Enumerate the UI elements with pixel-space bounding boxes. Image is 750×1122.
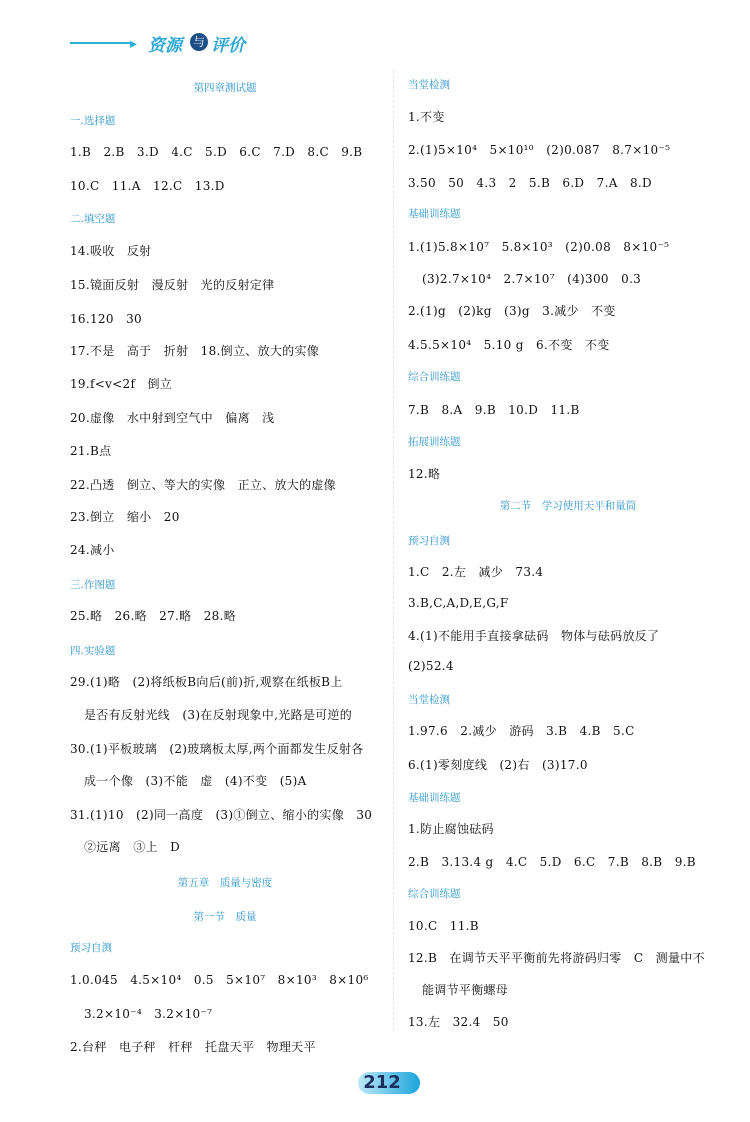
answer-line: 30.(1)平板玻璃 (2)玻璃板太厚,两个面都发生反射各 bbox=[70, 742, 364, 756]
answer-line: 1.0.045 4.5×10⁴ 0.5 5×10⁷ 8×10³ 8×10⁶ bbox=[70, 973, 369, 987]
header-line bbox=[70, 42, 132, 44]
section-heading: 预习自测 bbox=[408, 535, 450, 547]
answer-line: 6.(1)零刻度线 (2)右 (3)17.0 bbox=[408, 758, 588, 772]
answer-line: 4.(1)不能用手直接拿砝码 物体与砝码放反了 bbox=[408, 629, 660, 643]
header-title-part1: 资源 bbox=[148, 36, 182, 56]
column-divider bbox=[393, 70, 394, 1030]
page-number-text: 212 bbox=[363, 1072, 401, 1093]
answer-line: 是否有反射光线 (3)在反射现象中,光路是可逆的 bbox=[84, 708, 353, 722]
page-header bbox=[70, 28, 290, 58]
answer-line: 10.C 11.B bbox=[408, 919, 479, 933]
answer-line: 15.镜面反射 漫反射 光的反射定律 bbox=[70, 278, 275, 292]
answer-line: 24.减小 bbox=[70, 543, 115, 557]
chapter4-title: 第四章测试题 bbox=[193, 82, 257, 94]
section-heading: 当堂检测 bbox=[408, 694, 450, 706]
section-heading: 综合训练题 bbox=[408, 371, 461, 383]
section-title: 第二节 学习使用天平和量筒 bbox=[499, 500, 637, 512]
section-heading: 四.实验题 bbox=[70, 645, 116, 657]
answer-line: (3)2.7×10⁴ 2.7×10⁷ (4)300 0.3 bbox=[422, 272, 642, 286]
answer-line: 1.B 2.B 3.D 4.C 5.D 6.C 7.D 8.C 9.B bbox=[70, 145, 363, 159]
answer-line: 2.台秤 电子秤 杆秤 托盘天平 物理天平 bbox=[70, 1040, 316, 1054]
section-heading: 预习自测 bbox=[70, 942, 112, 954]
answer-line: 4.5.5×10⁴ 5.10 g 6.不变 不变 bbox=[408, 338, 610, 352]
header-badge: 与 bbox=[190, 33, 208, 51]
answer-line: 1.97.6 2.减少 游码 3.B 4.B 5.C bbox=[408, 724, 635, 738]
answer-line: 31.(1)10 (2)同一高度 (3)①倒立、缩小的实像 30 bbox=[70, 808, 373, 822]
answer-line: 1.(1)5.8×10⁷ 5.8×10³ (2)0.08 8×10⁻⁵ bbox=[408, 240, 670, 254]
section-heading: 综合训练题 bbox=[408, 888, 461, 900]
section-heading: 当堂检测 bbox=[408, 79, 450, 91]
answer-line: 2.B 3.13.4 g 4.C 5.D 6.C 7.B 8.B 9.B bbox=[408, 855, 696, 869]
answer-line: 2.(1)5×10⁴ 5×10¹⁰ (2)0.087 8.7×10⁻⁵ bbox=[408, 143, 671, 157]
answer-line: ②远离 ③上 D bbox=[84, 840, 181, 854]
section-heading: 基础训练题 bbox=[408, 208, 461, 220]
answer-line: 1.C 2.左 减少 73.4 bbox=[408, 565, 544, 579]
answer-line: 2.(1)g (2)kg (3)g 3.减少 不变 bbox=[408, 304, 616, 318]
answer-line: 20.虚像 水中射到空气中 偏离 浅 bbox=[70, 411, 275, 425]
answer-line: (2)52.4 bbox=[408, 659, 454, 673]
answer-line: 1.不变 bbox=[408, 110, 445, 124]
answer-line: 成一个像 (3)不能 虚 (4)不变 (5)A bbox=[84, 774, 307, 788]
answer-line: 16.120 30 bbox=[70, 312, 142, 326]
header-title-part2: 评价 bbox=[211, 36, 245, 56]
answer-line: 23.倒立 缩小 20 bbox=[70, 510, 180, 524]
answer-line: 10.C 11.A 12.C 13.D bbox=[70, 179, 225, 193]
section-heading: 二.填空题 bbox=[70, 213, 116, 225]
answer-line: 19.f<v<2f 倒立 bbox=[70, 377, 173, 391]
page-number bbox=[352, 1070, 424, 1096]
answer-line: 能调节平衡螺母 bbox=[422, 983, 509, 997]
answer-line: 29.(1)略 (2)将纸板B向后(前)折,观察在纸板B上 bbox=[70, 675, 343, 689]
answer-line: 14.吸收 反射 bbox=[70, 244, 152, 258]
section-heading: 基础训练题 bbox=[408, 792, 461, 804]
answer-line: 12.略 bbox=[408, 467, 441, 481]
answer-line: 13.左 32.4 50 bbox=[408, 1015, 509, 1029]
answer-line: 3.2×10⁻⁴ 3.2×10⁻⁷ bbox=[84, 1007, 213, 1021]
answer-line: 3.B,C,A,D,E,G,F bbox=[408, 596, 509, 610]
answer-line: 25.略 26.略 27.略 28.略 bbox=[70, 609, 237, 623]
header-arrow-icon: ▸ bbox=[130, 36, 138, 52]
section-heading: 三.作图题 bbox=[70, 579, 116, 591]
answer-line: 3.50 50 4.3 2 5.B 6.D 7.A 8.D bbox=[408, 176, 652, 190]
answer-line: 1.防止腐蚀砝码 bbox=[408, 822, 494, 836]
answer-line: 22.凸透 倒立、等大的实像 正立、放大的虚像 bbox=[70, 478, 336, 492]
answer-line: 7.B 8.A 9.B 10.D 11.B bbox=[408, 403, 580, 417]
section-title: 第一节 质量 bbox=[193, 911, 257, 923]
section-heading: 一.选择题 bbox=[70, 115, 116, 127]
answer-line: 12.B 在调节天平平衡前先将游码归零 C 测量中不 bbox=[408, 951, 705, 965]
answer-line: 17.不是 高于 折射 18.倒立、放大的实像 bbox=[70, 344, 320, 358]
chapter5-title: 第五章 质量与密度 bbox=[177, 877, 273, 889]
section-heading: 拓展训练题 bbox=[408, 436, 461, 448]
answer-line: 21.B点 bbox=[70, 444, 112, 458]
